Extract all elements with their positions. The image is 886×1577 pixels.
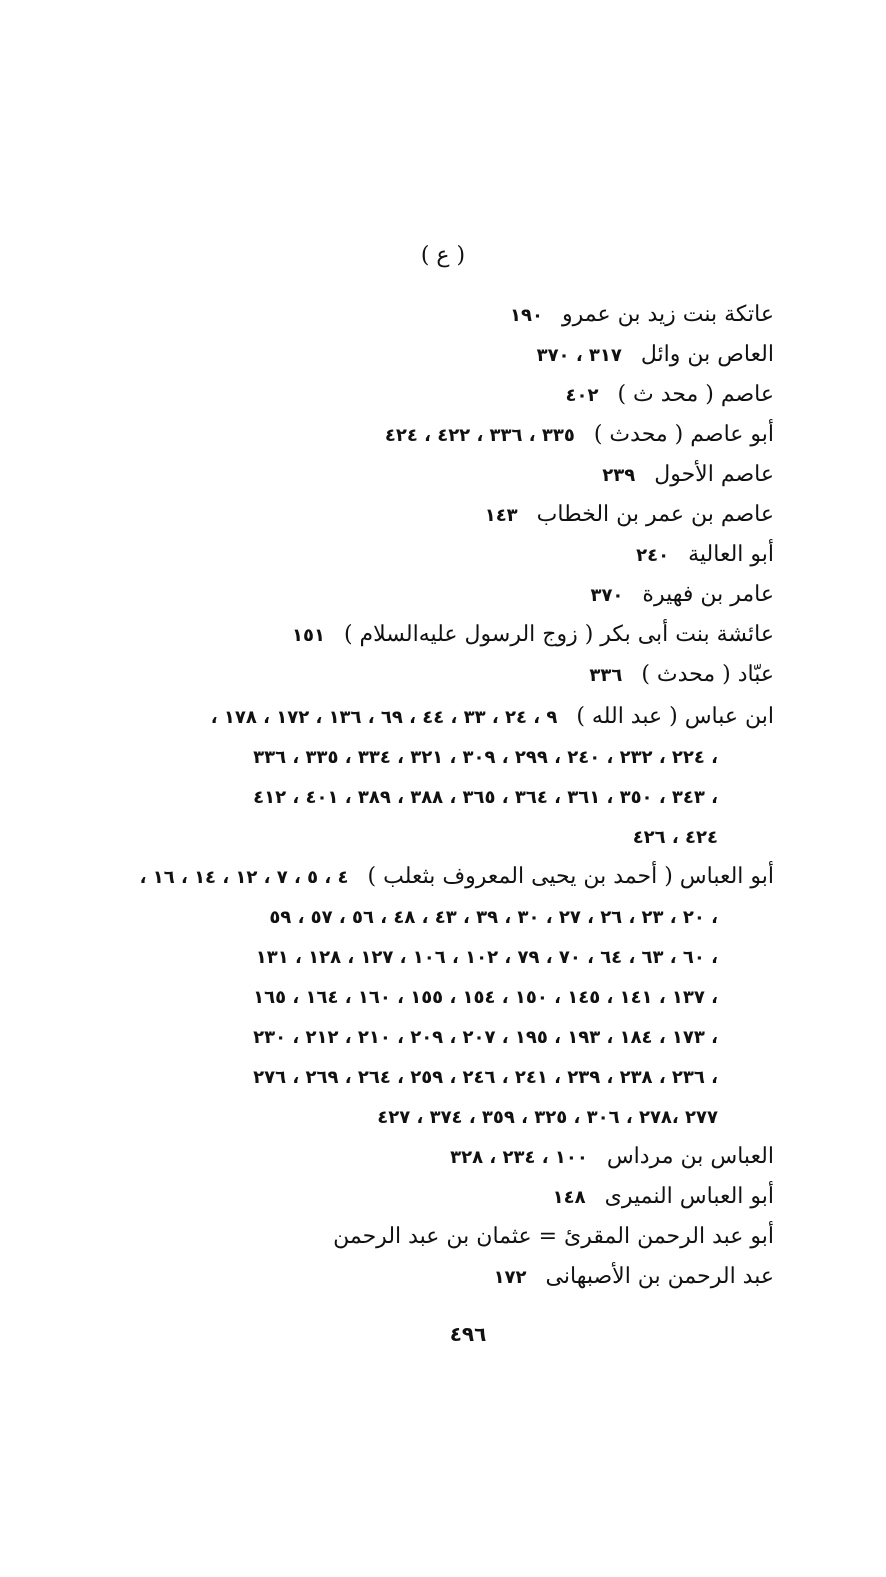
entry-pages: ٤ ، ٥ ، ٧ ، ١٢ ، ١٤ ، ١٦ ،: [139, 867, 349, 888]
entry-pages: ١٠٠ ، ٢٣٤ ، ٣٢٨: [450, 1147, 588, 1168]
entry-name: عامر بن فهيرة: [642, 582, 774, 607]
index-entry-continuation: [253, 982, 718, 1013]
index-entry-continuation: [269, 902, 718, 933]
entry-pages: ٢٣٦ ، ٢٣٨ ، ٢٣٩ ، ٢٤١ ، ٢٤٦ ، ٢٥٩ ، ٢٦٤ ، ٢٦٩ ، ٢٧٦ ،: [253, 1067, 718, 1088]
entry-pages: ٣١٧ ، ٣٧٠: [536, 345, 622, 366]
section-letter-heading: ( ع ): [420, 243, 466, 268]
index-entry-continuation: [253, 782, 718, 813]
entry-pages: ٣٣٥ ، ٣٣٦ ، ٤٢٢ ، ٤٢٤: [384, 425, 575, 446]
entry-pages: ٣٤٣ ، ٣٥٠ ، ٣٦١ ، ٣٦٤ ، ٣٦٥ ، ٣٨٨ ، ٣٨٩ ، ٤٠١ ، ٤١٢ ،: [253, 787, 718, 808]
entry-name: عائشة بنت أبى بكر ( زوج الرسول عليه‌السلام ): [343, 622, 774, 647]
entry-pages: ٩ ، ٢٤ ، ٣٣ ، ٤٤ ، ٦٩ ، ١٣٦ ، ١٧٢ ، ١٧٨ ،: [210, 707, 558, 728]
entry-pages: ٤٢٤ ، ٤٢٦: [632, 827, 718, 848]
index-entry-continuation: [253, 1062, 718, 1093]
entry-pages: ٢٠ ، ٢٣ ، ٢٦ ، ٢٧ ، ٣٠ ، ٣٩ ، ٤٣ ، ٤٨ ، ٥٦ ، ٥٧ ، ٥٩ ،: [269, 907, 718, 928]
index-entry-continuation: [633, 822, 718, 853]
entry-pages: ٢٣٩: [602, 465, 636, 486]
entry-pages: ١٣٧ ، ١٤١ ، ١٤٥ ، ١٥٠ ، ١٥٤ ، ١٥٥ ، ١٦٠ ، ١٦٤ ، ١٦٥ ،: [253, 987, 718, 1008]
index-entry: [537, 340, 774, 371]
entry-name: عاصم بن عمر بن الخطاب: [536, 502, 774, 527]
index-entry: [510, 300, 774, 331]
index-entry: [292, 620, 774, 651]
index-entry: [494, 1262, 774, 1293]
entry-name: ابن عباس ( عبد الله ): [576, 704, 774, 729]
entry-name: العباس بن مرداس: [606, 1144, 774, 1169]
index-entry: [565, 380, 774, 411]
index-entry: [485, 500, 774, 531]
entry-name: أبو العباس ( أحمد بن يحيى المعروف بثعلب ): [367, 864, 774, 889]
entry-pages: ٢٢٤ ، ٢٣٢ ، ٢٤٠ ، ٢٩٩ ، ٣٠٩ ، ٣٢١ ، ٣٣٤ ، ٣٣٥ ، ٣٣٦ ،: [253, 747, 718, 768]
entry-pages: ٢٤٠: [636, 545, 670, 566]
entry-name: عاصم الأحول: [654, 462, 774, 487]
index-entry: [636, 540, 774, 571]
entry-pages: ٣٣٦: [589, 665, 623, 686]
entry-name: عبّاد ( محدث ): [641, 662, 774, 687]
index-entry: [385, 420, 774, 451]
index-entry: [590, 580, 774, 611]
index-entry: [321, 1222, 774, 1252]
entry-pages: ١٧٢: [493, 1267, 527, 1288]
index-entry: [553, 1182, 774, 1213]
index-entry-continuation: [253, 1022, 718, 1053]
entry-pages: ٦٠ ، ٦٣ ، ٦٤ ، ٧٠ ، ٧٩ ، ١٠٢ ، ١٠٦ ، ١٢٧ ، ١٢٨ ، ١٣١ ،: [255, 947, 718, 968]
page-number: ٤٩٦: [449, 1322, 487, 1346]
entry-name: عبد الرحمن بن الأصبهانى: [545, 1264, 774, 1289]
index-entry: [589, 660, 774, 691]
entry-pages: ١٤٨: [552, 1187, 586, 1208]
index-entry-continuation: [256, 942, 718, 973]
entry-pages: ٤٠٢: [565, 385, 599, 406]
entry-pages: ١٧٣ ، ١٨٤ ، ١٩٣ ، ١٩٥ ، ٢٠٧ ، ٢٠٩ ، ٢١٠ ، ٢١٢ ، ٢٣٠ ،: [253, 1027, 718, 1048]
entry-name: أبو العباس النميرى: [604, 1184, 774, 1209]
entry-pages: ٣٧٠: [590, 585, 624, 606]
index-entry-continuation: [377, 1102, 718, 1133]
entry-name: أبو عاصم ( محدث ): [593, 422, 774, 447]
entry-name: أبو العالية: [688, 542, 774, 567]
entry-name: العاص بن وائل: [640, 342, 774, 367]
index-entry: [110, 702, 774, 733]
entry-name: عاتكة بنت زيد بن عمرو: [561, 302, 774, 327]
entry-pages: ١٤٣: [484, 505, 518, 526]
index-entry-continuation: [253, 742, 718, 773]
index-entry: [450, 1142, 774, 1173]
entry-pages: ١٥١: [291, 625, 325, 646]
index-entry: [110, 862, 774, 893]
entry-pages: ٢٧٧ ،٢٧٨ ، ٣٠٦ ، ٣٢٥ ، ٣٥٩ ، ٣٧٤ ، ٤٢٧: [377, 1107, 718, 1128]
entry-pages: ١٩٠: [510, 305, 543, 326]
entry-name: عاصم ( محد ث ): [617, 382, 774, 407]
entry-name: أبو عبد الرحمن المقرئ = عثمان بن عبد الرحمن: [333, 1224, 774, 1249]
index-entry: [602, 460, 774, 491]
